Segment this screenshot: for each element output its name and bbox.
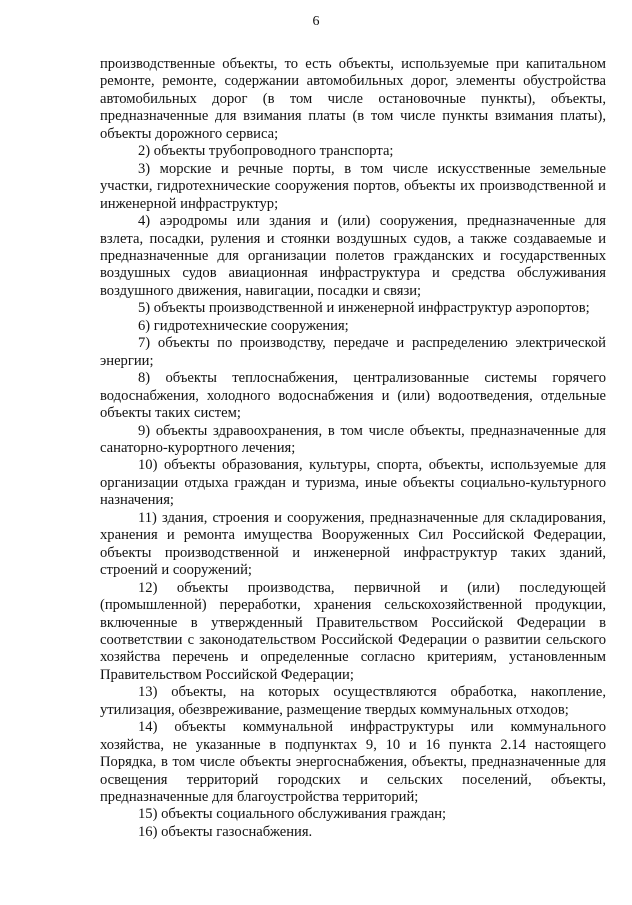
paragraph-continuation: производственные объекты, то есть объекты, используемые при капитальном ремонте, ремонте, содержании автомобильных дорог, элементы обустройства автомобильных дорог (в том числе остановочные пункты), объекты, предназначенные для взимания платы (в том числе пункты взимания платы), объекты дорожного сервиса; xyxy=(100,56,606,142)
list-item-12: 12) объекты производства, первичной и (или) последующей (промышленной) переработки, хранения сельскохозяйственной продукции, включенные в утвержденный Правительством Российской Федерации в соответствии с законодательством Российской Федерации о развитии сельского хозяйства перечень и определенные согласно критериям, установленным Правительством Российской Федерации; xyxy=(100,579,606,683)
list-item-8: 8) объекты теплоснабжения, централизованные системы горячего водоснабжения, холодного водоснабжения и (или) водоотведения, отдельные объекты таких систем; xyxy=(100,370,606,422)
document-body xyxy=(100,56,606,841)
list-item-2: 2) объекты трубопроводного транспорта; xyxy=(138,143,394,160)
list-item-16: 16) объекты газоснабжения. xyxy=(138,823,313,840)
list-item-4: 4) аэродромы или здания и (или) сооружения, предназначенные для взлета, посадки, руления и стоянки воздушных судов, а также создаваемые и предназначенные для организации полетов гражданских и государственных воздушных судов авиационная инфраструктура и средства обслуживания воздушного движения, навигации, посадки и связи; xyxy=(100,213,606,299)
page-number: 6 xyxy=(312,14,320,29)
list-item-13: 13) объекты, на которых осуществляются обработка, накопление, утилизация, обезвреживание, размещение твердых коммунальных отходов; xyxy=(100,684,606,718)
list-item-9: 9) объекты здравоохранения, в том числе объекты, предназначенные для санаторно-курортного лечения; xyxy=(100,422,606,456)
list-item-11: 11) здания, строения и сооружения, предназначенные для складирования, хранения и ремонта имущества Вооруженных Сил Российской Федерации, объекты производственной и инженерной инфраструктур таких зданий, строений и сооружений; xyxy=(100,509,606,579)
list-item-15: 15) объекты социального обслуживания граждан; xyxy=(138,806,447,823)
list-item-5: 5) объекты производственной и инженерной инфраструктур аэропортов; xyxy=(138,300,590,317)
list-item-14: 14) объекты коммунальной инфраструктуры или коммунального хозяйства, не указанные в подпунктах 9, 10 и 16 пункта 2.14 настоящего Порядка, в том числе объекты энергоснабжения, объекты, предназначенные для освещения территорий городских и сельских поселений, объекты, предназначенные для благоустройства территорий; xyxy=(100,719,606,806)
list-item-7: 7) объекты по производству, передаче и распределению электрической энергии; xyxy=(100,335,606,369)
list-item-6: 6) гидротехнические сооружения; xyxy=(138,317,349,334)
list-item-3: 3) морские и речные порты, в том числе искусственные земельные участки, гидротехнические сооружения портов, объекты их производственной и инженерной инфраструктур; xyxy=(100,160,606,212)
list-item-10: 10) объекты образования, культуры, спорта, объекты, используемые для организации отдыха граждан и туризма, иные объекты социально-культурного назначения; xyxy=(100,457,606,509)
